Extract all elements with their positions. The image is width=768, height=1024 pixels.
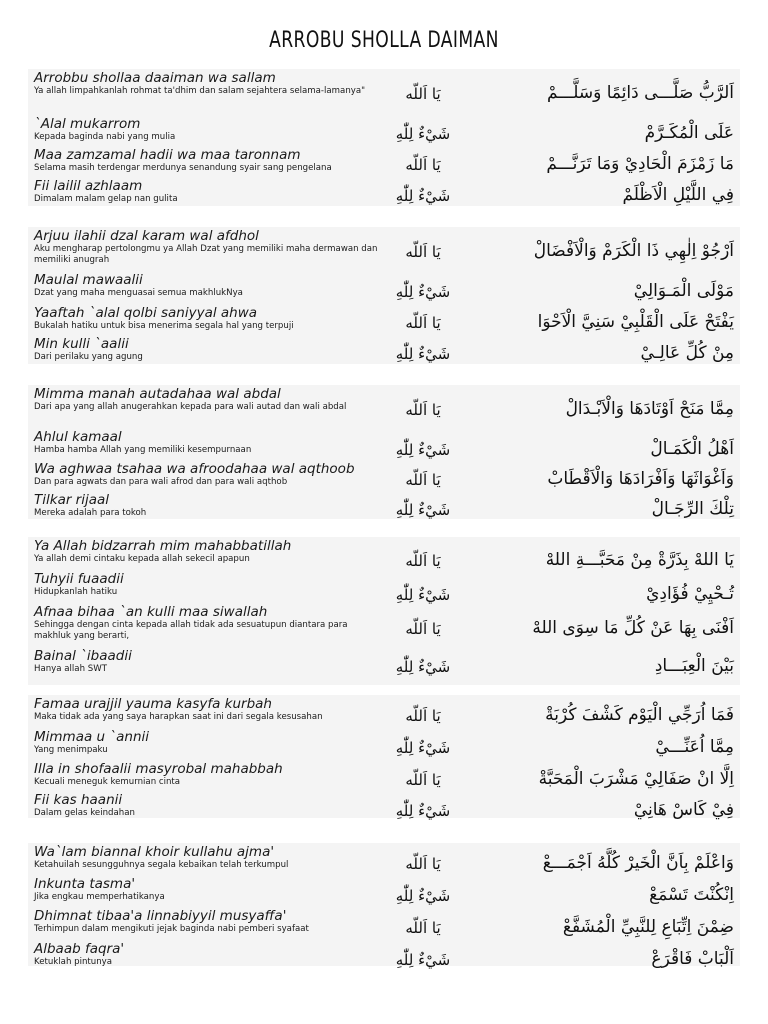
stanza-block: [28, 537, 740, 685]
latin-transliteration: Tuhyii fuaadii: [34, 571, 124, 587]
latin-block: [34, 117, 379, 143]
indonesian-translation: Dari apa yang allah anugerahkan kepada para wali autad dan wali abdal: [34, 402, 347, 412]
verse-line: [28, 907, 740, 939]
verse-line: [28, 603, 740, 641]
refrain-call: شَيْءٌ لِلّٰهِ: [395, 887, 451, 905]
refrain-call: شَيْءٌ لِلّٰهِ: [395, 739, 451, 757]
refrain-call: شَيْءٌ لِلّٰهِ: [395, 586, 451, 604]
latin-transliteration: Wa`lam biannal khoir kullahu ajma': [34, 844, 275, 860]
indonesian-translation: Bukalah hatiku untuk bisa menerima segala hal yang terpuji: [34, 321, 294, 331]
refrain-call: يَا اَللّه: [405, 85, 441, 103]
verse-line: [28, 940, 740, 972]
indonesian-translation: Dalam gelas keindahan: [34, 808, 135, 818]
latin-transliteration: Famaa urajjil yauma kasyfa kurbah: [34, 696, 272, 712]
latin-transliteration: Ya Allah bidzarrah mim mahabbatillah: [34, 538, 292, 554]
latin-block: [34, 793, 379, 819]
latin-block: [34, 762, 379, 788]
indonesian-translation: Maka tidak ada yang saya harapkan saat ini dari segala kesusahan: [34, 712, 323, 722]
latin-transliteration: Fii kas haanii: [34, 792, 123, 808]
verse-line: [28, 69, 740, 101]
indonesian-translation: Hamba hamba Allah yang memiliki kesempurnaan: [34, 445, 252, 455]
indonesian-translation: Ya allah limpahkanlah rohmat ta'dhim dan salam sejahtera selama-lamanya": [34, 86, 366, 96]
latin-transliteration: Arjuu ilahii dzal karam wal afdhol: [34, 228, 259, 244]
verse-line: [28, 460, 740, 492]
verse-line: [28, 177, 740, 209]
arabic-verse: وَاَغْوَاثَهَا وَاَفْرَادَهَا وَالْاَقْطَابْ: [547, 469, 734, 489]
refrain-call: شَيْءٌ لِلّٰهِ: [395, 187, 451, 205]
indonesian-translation: Dimalam malam gelap nan gulita: [34, 194, 178, 204]
refrain-call: يَا اَللّه: [405, 919, 441, 937]
refrain-call: يَا اَللّه: [405, 552, 441, 570]
arabic-verse: اَلْبَابْ فَاقْرَعْ: [651, 949, 734, 969]
verse-line: [28, 385, 740, 417]
latin-transliteration: Tilkar rijaal: [34, 492, 110, 508]
indonesian-translation: Yang menimpaku: [34, 745, 108, 755]
latin-block: [34, 572, 379, 598]
latin-transliteration: Maa zamzamal hadii wa maa taronnam: [34, 147, 301, 163]
stanza-block: [28, 227, 740, 364]
latin-block: [34, 845, 379, 871]
arabic-verse: يَا اللهْ بِذَرَّةْ مِنْ مَحَبَّـــةِ اللهْ: [545, 550, 734, 570]
refrain-call: يَا اَللّه: [405, 243, 441, 261]
arabic-verse: بَيْنَ الْعِبَـــادِ: [654, 656, 734, 676]
refrain-call: يَا اَللّه: [405, 855, 441, 873]
latin-transliteration: Min kulli `aalii: [34, 336, 129, 352]
verse-line: [28, 335, 740, 367]
latin-transliteration: Arrobbu shollaa daaiman wa sallam: [34, 70, 276, 86]
indonesian-translation: Kecuali meneguk kemurnian cinta: [34, 777, 181, 787]
verse-line: [28, 647, 740, 679]
verse-line: [28, 271, 740, 303]
indonesian-translation: Mereka adalah para tokoh: [34, 508, 147, 518]
latin-block: [34, 430, 379, 456]
latin-transliteration: Albaab faqra': [34, 941, 125, 957]
refrain-call: يَا اَللّه: [405, 156, 441, 174]
refrain-call: شَيْءٌ لِلّٰهِ: [395, 658, 451, 676]
arabic-verse: اِنْكُنْتَ تَسْمَعْ: [649, 885, 734, 905]
refrain-call: شَيْءٌ لِلّٰهِ: [395, 951, 451, 969]
latin-transliteration: Fii lailil azhlaam: [34, 178, 143, 194]
arabic-verse: تِلْكَ الرِّجَـالْ: [651, 499, 734, 519]
refrain-call: يَا اَللّه: [405, 771, 441, 789]
refrain-call: يَا اَللّه: [405, 471, 441, 489]
refrain-call: شَيْءٌ لِلّٰهِ: [395, 283, 451, 301]
arabic-verse: اَهْلُ الْكَمَـالْ: [650, 439, 734, 459]
verse-line: [28, 791, 740, 823]
latin-block: [34, 273, 379, 299]
arabic-verse: اَفْنَى بِهَا عَنْ كُلِّ مَا سِوَى اللهْ: [532, 618, 734, 638]
stanza-block: [28, 843, 740, 969]
stanza-block: [28, 695, 740, 818]
verse-line: [28, 146, 740, 178]
latin-transliteration: Bainal `ibaadii: [34, 648, 132, 664]
latin-block: [34, 877, 379, 903]
latin-transliteration: Afnaa bihaa `an kulli maa siwallah: [34, 604, 268, 620]
refrain-call: شَيْءٌ لِلّٰهِ: [395, 441, 451, 459]
refrain-call: شَيْءٌ لِلّٰهِ: [395, 345, 451, 363]
arabic-verse: مِمَّا مَنَحْ اَوْتَادَهَا وَالْاَبْـدَالْ: [565, 399, 734, 419]
arabic-verse: عَلَى الْمُكَـرَّمْ: [644, 123, 734, 143]
latin-transliteration: `Alal mukarrom: [34, 116, 141, 132]
indonesian-translation: Dan para agwats dan para wali afrod dan para wali aqthob: [34, 477, 288, 487]
stanza-block: [28, 69, 740, 206]
latin-block: [34, 649, 379, 675]
verse-line: [28, 227, 740, 265]
latin-block: [34, 337, 379, 363]
arabic-verse: مِمَّا اُعَنِّـــيْ: [655, 737, 734, 757]
indonesian-translation: Kepada baginda nabi yang mulia: [34, 132, 176, 142]
latin-block: [34, 387, 379, 413]
latin-transliteration: Maulal mawaalii: [34, 272, 143, 288]
latin-transliteration: Yaaftah `alal qolbi saniyyal ahwa: [34, 305, 258, 321]
indonesian-translation: Ketuklah pintunya: [34, 957, 113, 967]
verse-line: [28, 115, 740, 147]
verse-line: [28, 843, 740, 875]
refrain-call: شَيْءٌ لِلّٰهِ: [395, 501, 451, 519]
arabic-verse: ضِمْنَ اِتِّبَاعِ لِلنَّبِيِّ الْمُشَفَّعْ: [562, 917, 734, 937]
arabic-verse: فِي اللَّيْلِ الْاَظْلَمْ: [622, 185, 734, 205]
refrain-call: يَا اَللّه: [405, 314, 441, 332]
refrain-call: يَا اَللّه: [405, 401, 441, 419]
latin-transliteration: Illa in shofaalii masyrobal mahabbah: [34, 761, 283, 777]
indonesian-translation: Hanya allah SWT: [34, 664, 107, 674]
latin-block: [34, 909, 379, 935]
refrain-call: شَيْءٌ لِلّٰهِ: [395, 125, 451, 143]
verse-line: [28, 491, 740, 523]
indonesian-translation: Ya allah demi cintaku kepada allah sekecil apapun: [34, 554, 250, 564]
refrain-call: يَا اَللّه: [405, 620, 441, 638]
latin-transliteration: Mimmaa u `annii: [34, 729, 150, 745]
indonesian-translation: Sehingga dengan cinta kepada allah tidak ada sesuatupun diantara para makhluk yang berarti,: [34, 620, 348, 641]
latin-block: [34, 462, 379, 488]
refrain-call: شَيْءٌ لِلّٰهِ: [395, 802, 451, 820]
verse-line: [28, 760, 740, 792]
latin-transliteration: Wa aghwaa tsahaa wa afroodahaa wal aqthoob: [34, 461, 355, 477]
refrain-call: يَا اَللّه: [405, 707, 441, 725]
latin-block: [34, 71, 379, 97]
arabic-verse: يَفْتَحْ عَلَى الْقَلْبِيْ سَنِيَّ الْاَحْوَا: [537, 312, 734, 332]
stanza-block: [28, 385, 740, 519]
verse-line: [28, 875, 740, 907]
arabic-verse: فَمَا اُرَجِّي الْيَوْم كَشْفَ كُرْبَةْ: [545, 705, 734, 725]
arabic-verse: فِيْ كَاسْ هَانِيْ: [633, 800, 734, 820]
verse-line: [28, 537, 740, 569]
latin-block: [34, 539, 379, 565]
indonesian-translation: Hidupkanlah hatiku: [34, 587, 118, 597]
arabic-verse: وَاعْلَمْ بِاَنَّ الْخَيرْ كُلَّهُ اَجْمَـــعْ: [542, 853, 734, 873]
indonesian-translation: Dari perilaku yang agung: [34, 352, 143, 362]
arabic-verse: اَرْجُوْ اِلٰهِي ذَا الْكَرَمْ وَالْاَفْضَالْ: [533, 241, 734, 261]
verse-line: [28, 728, 740, 760]
latin-block: [34, 148, 379, 174]
latin-transliteration: Ahlul kamaal: [34, 429, 122, 445]
latin-block: [34, 730, 379, 756]
latin-transliteration: Mimma manah autadahaa wal abdal: [34, 386, 281, 402]
latin-transliteration: Dhimnat tibaa'a linnabiyyil musyaffa': [34, 908, 287, 924]
indonesian-translation: Jika engkau memperhatikanya: [34, 892, 165, 902]
verse-line: [28, 570, 740, 602]
page-title: ARROBU SHOLLA DAIMAN: [269, 28, 499, 53]
latin-block: [34, 697, 379, 723]
latin-block: [34, 605, 379, 642]
indonesian-translation: Selama masih terdengar merdunya senandung syair sang pengelana: [34, 163, 332, 173]
arabic-verse: اِلَّا انْ صَفَالِيْ مَشْرَبَ الْمَحَبَّةْ: [538, 769, 734, 789]
arabic-verse: مَوْلَى الْمَـوَالِيْ: [633, 281, 734, 301]
arabic-verse: مِنْ كُلِّ عَالِـيْ: [640, 343, 734, 363]
arabic-verse: مَا زَمْزَمَ الْحَادِيْ وَمَا تَرَنَّـــمْ: [546, 154, 734, 174]
latin-block: [34, 229, 379, 266]
verse-line: [28, 428, 740, 460]
arabic-verse: تُـحْيِيْ فُؤَادِيْ: [646, 584, 734, 604]
latin-block: [34, 942, 379, 968]
latin-block: [34, 306, 379, 332]
latin-block: [34, 493, 379, 519]
arabic-verse: اَلرَّبُّ صَلَّـــى دَائِمًا وَسَلَّـــمْ: [546, 83, 734, 103]
latin-transliteration: Inkunta tasma': [34, 876, 136, 892]
latin-block: [34, 179, 379, 205]
indonesian-translation: Terhimpun dalam mengikuti jejak baginda nabi pemberi syafaat: [34, 924, 309, 934]
verse-line: [28, 304, 740, 336]
verse-line: [28, 695, 740, 727]
indonesian-translation: Dzat yang maha menguasai semua makhlukNya: [34, 288, 243, 298]
indonesian-translation: Ketahuilah sesungguhnya segala kebaikan telah terkumpul: [34, 860, 289, 870]
indonesian-translation: Aku mengharap pertolongmu ya Allah Dzat yang memiliki maha dermawan dan memiliki anugrah: [34, 244, 378, 265]
